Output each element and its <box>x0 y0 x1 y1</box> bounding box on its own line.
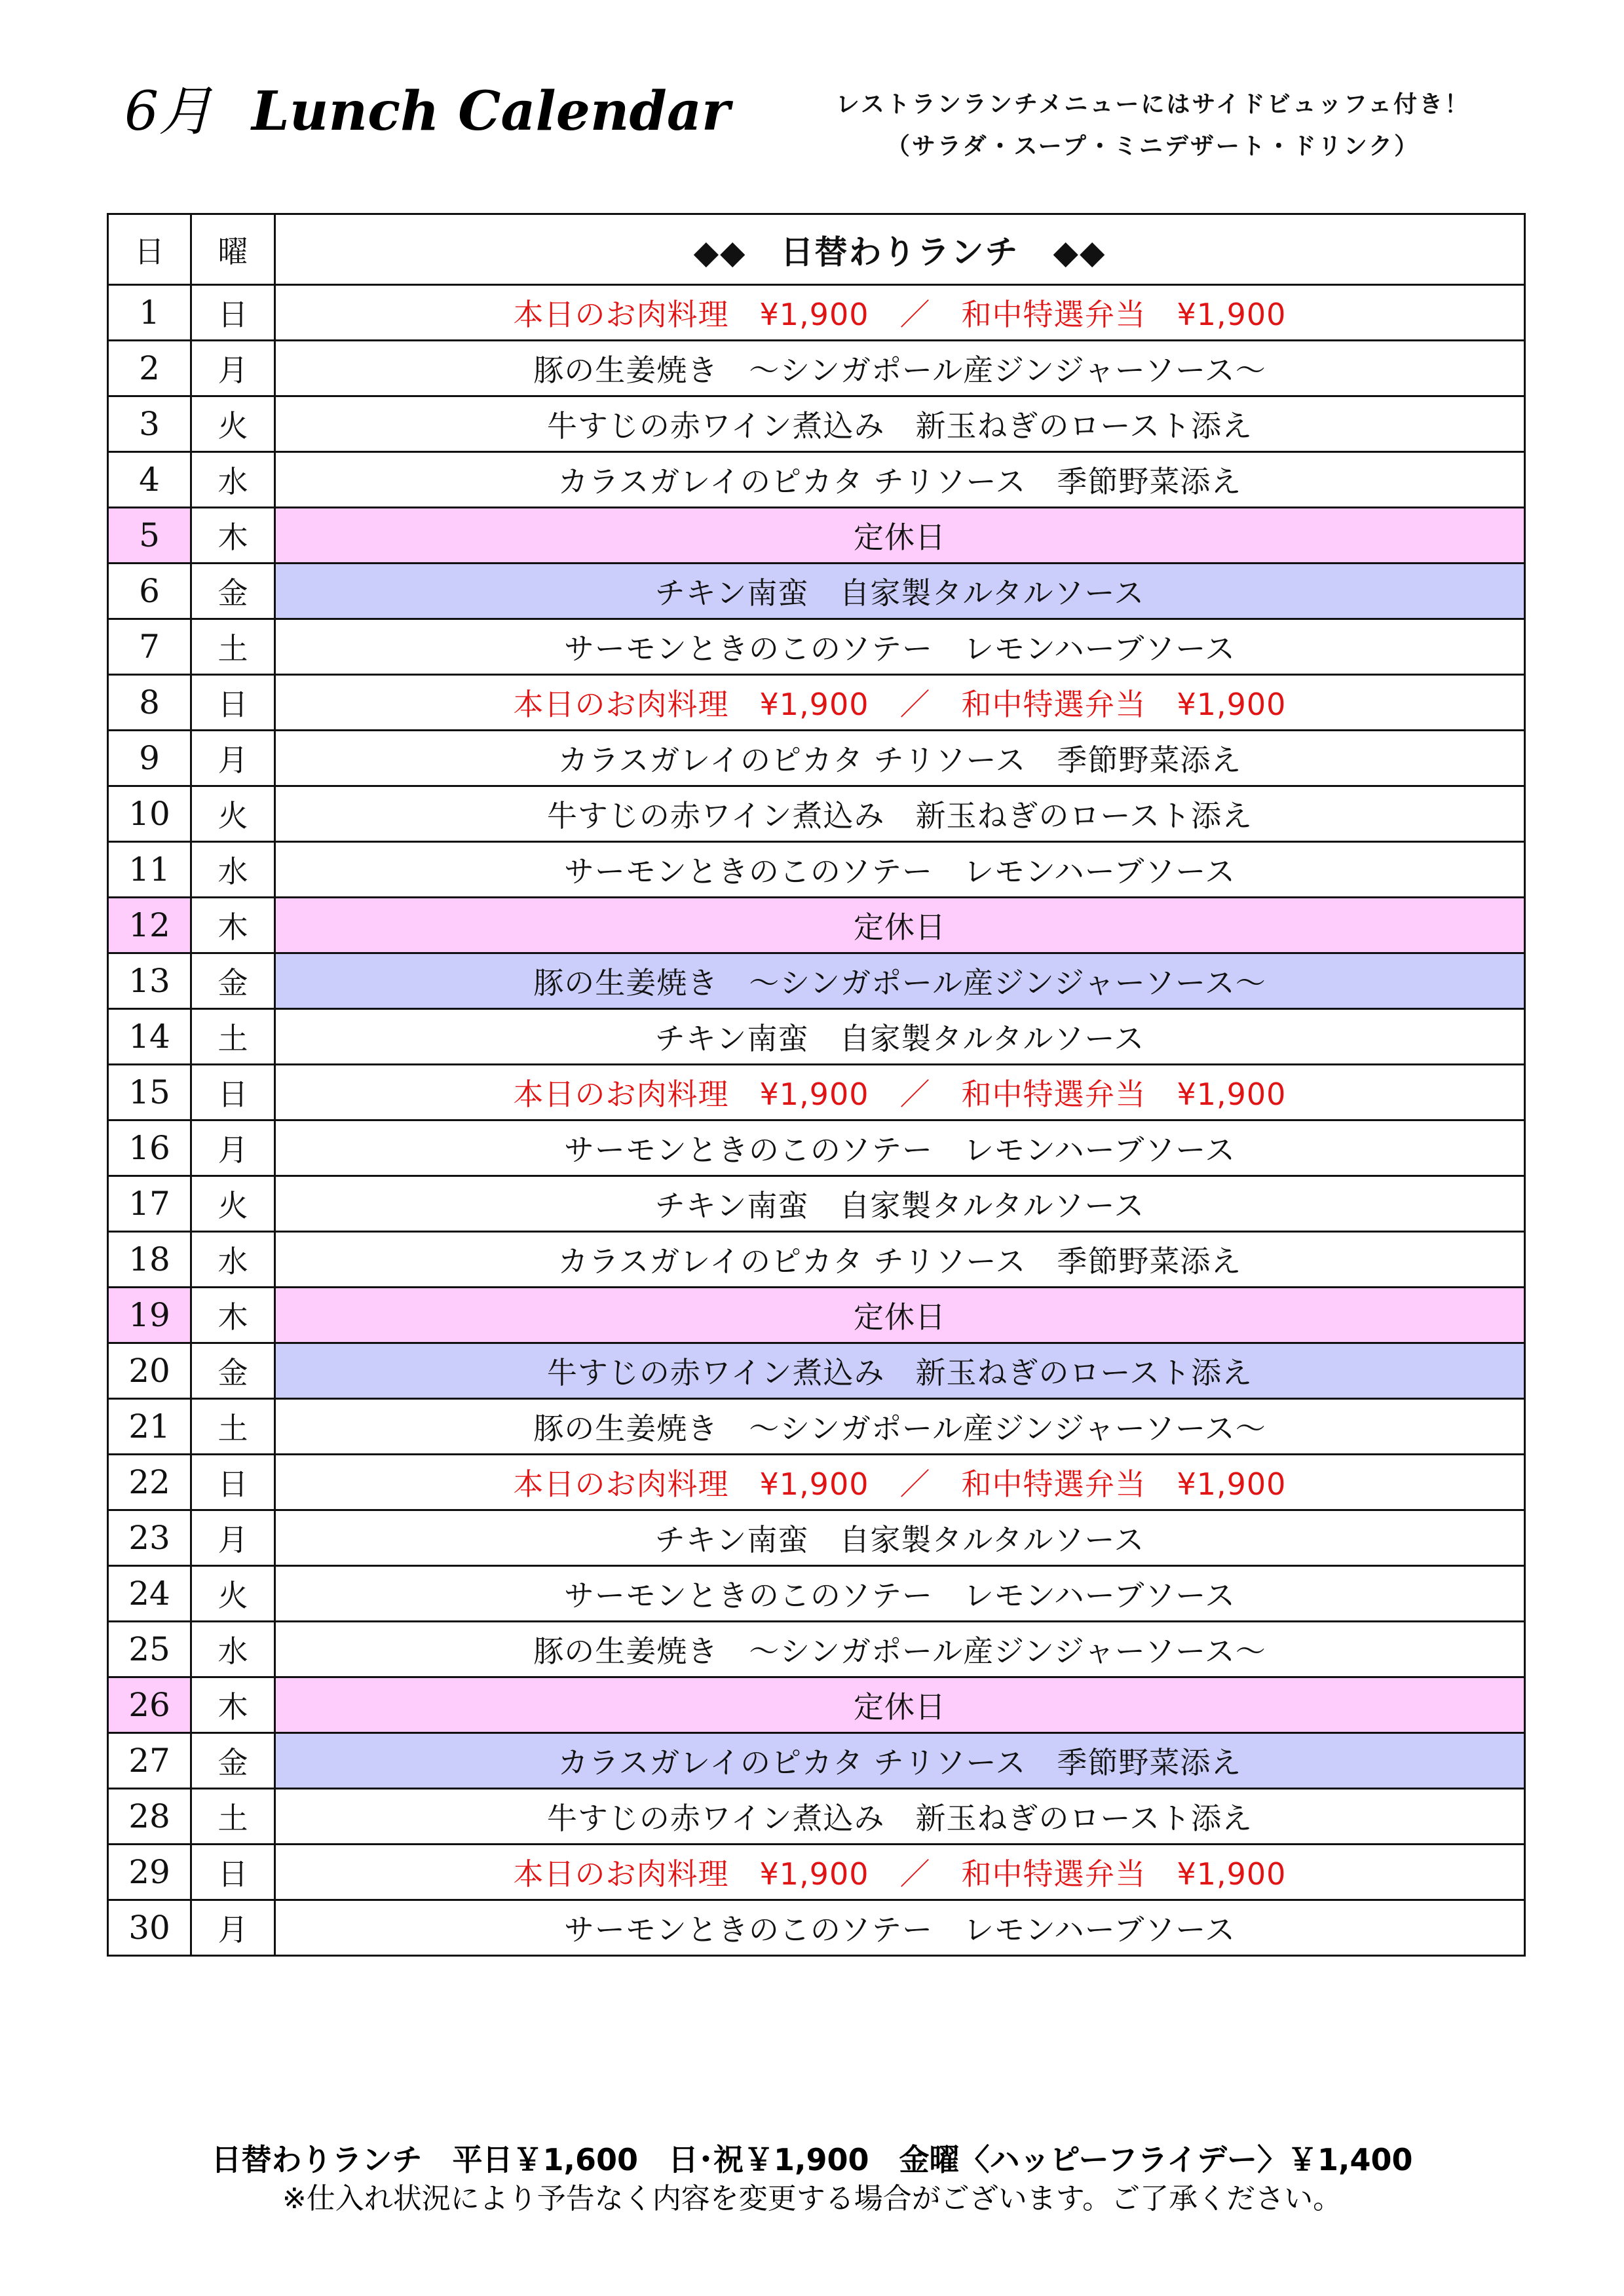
menu-cell: 本日のお肉料理 ¥1,900 ／ 和中特選弁当 ¥1,900 <box>275 1845 1525 1900</box>
table-row <box>108 842 1525 898</box>
table-row <box>108 786 1525 842</box>
day-cell: 12 <box>108 898 191 953</box>
menu-cell: 牛すじの赤ワイン煮込み 新玉ねぎのロースト添え <box>275 1343 1525 1399</box>
weekday-cell: 水 <box>191 452 275 508</box>
table-row <box>108 1510 1525 1566</box>
day-cell: 4 <box>108 452 191 508</box>
weekday-cell: 水 <box>191 842 275 898</box>
weekday-cell: 火 <box>191 786 275 842</box>
table-row <box>108 564 1525 619</box>
day-cell: 6 <box>108 564 191 619</box>
table-row <box>108 1009 1525 1065</box>
weekday-cell: 月 <box>191 1900 275 1956</box>
menu-cell: 定休日 <box>275 508 1525 564</box>
table-row <box>108 675 1525 731</box>
weekday-cell: 日 <box>191 1455 275 1510</box>
day-cell: 19 <box>108 1288 191 1343</box>
day-cell: 10 <box>108 786 191 842</box>
day-cell: 5 <box>108 508 191 564</box>
menu-cell: サーモンときのこのソテー レモンハーブソース <box>275 1566 1525 1622</box>
table-row <box>108 1399 1525 1455</box>
weekday-cell: 日 <box>191 675 275 731</box>
menu-cell: カラスガレイのピカタ チリソース 季節野菜添え <box>275 452 1525 508</box>
menu-cell: カラスガレイのピカタ チリソース 季節野菜添え <box>275 731 1525 786</box>
table-row <box>108 1677 1525 1733</box>
weekday-cell: 日 <box>191 285 275 341</box>
table-row <box>108 953 1525 1009</box>
weekday-cell: 水 <box>191 1622 275 1677</box>
column-header-day: 日 <box>108 214 191 285</box>
table-row <box>108 1232 1525 1288</box>
menu-cell: サーモンときのこのソテー レモンハーブソース <box>275 619 1525 675</box>
table-row <box>108 285 1525 341</box>
menu-cell: 定休日 <box>275 1288 1525 1343</box>
menu-cell: 豚の生姜焼き ～シンガポール産ジンジャーソース～ <box>275 341 1525 396</box>
day-cell: 9 <box>108 731 191 786</box>
disclaimer-note: ※仕入れ状況により予告なく内容を変更する場合がございます。ご了承ください。 <box>282 2182 1342 2215</box>
weekday-cell: 日 <box>191 1065 275 1120</box>
table-row <box>108 898 1525 953</box>
table-row <box>108 1845 1525 1900</box>
day-cell: 8 <box>108 675 191 731</box>
menu-cell: 本日のお肉料理 ¥1,900 ／ 和中特選弁当 ¥1,900 <box>275 1065 1525 1120</box>
weekday-cell: 火 <box>191 1566 275 1622</box>
day-cell: 13 <box>108 953 191 1009</box>
menu-cell: サーモンときのこのソテー レモンハーブソース <box>275 1900 1525 1956</box>
title-text: Lunch Calendar <box>252 80 730 143</box>
day-cell: 3 <box>108 396 191 452</box>
day-cell: 24 <box>108 1566 191 1622</box>
day-cell: 23 <box>108 1510 191 1566</box>
day-cell: 1 <box>108 285 191 341</box>
table-row <box>108 452 1525 508</box>
table-row <box>108 1789 1525 1845</box>
menu-cell: 本日のお肉料理 ¥1,900 ／ 和中特選弁当 ¥1,900 <box>275 1455 1525 1510</box>
table-header-row <box>108 214 1525 285</box>
table-row <box>108 508 1525 564</box>
menu-cell: チキン南蛮 自家製タルタルソース <box>275 564 1525 619</box>
menu-cell: 豚の生姜焼き ～シンガポール産ジンジャーソース～ <box>275 953 1525 1009</box>
menu-cell: 豚の生姜焼き ～シンガポール産ジンジャーソース～ <box>275 1399 1525 1455</box>
table-row <box>108 1733 1525 1789</box>
weekday-cell: 金 <box>191 1343 275 1399</box>
day-cell: 16 <box>108 1120 191 1176</box>
weekday-cell: 火 <box>191 396 275 452</box>
title-month: 6月 <box>124 81 213 143</box>
weekday-cell: 土 <box>191 1009 275 1065</box>
table-row <box>108 1622 1525 1677</box>
weekday-cell: 木 <box>191 1677 275 1733</box>
menu-cell: 定休日 <box>275 1677 1525 1733</box>
table-row <box>108 1566 1525 1622</box>
weekday-cell: 木 <box>191 508 275 564</box>
table-row <box>108 396 1525 452</box>
weekday-cell: 日 <box>191 1845 275 1900</box>
day-cell: 7 <box>108 619 191 675</box>
weekday-cell: 土 <box>191 1789 275 1845</box>
weekday-cell: 土 <box>191 1399 275 1455</box>
weekday-cell: 木 <box>191 1288 275 1343</box>
weekday-cell: 金 <box>191 1733 275 1789</box>
day-cell: 22 <box>108 1455 191 1510</box>
day-cell: 15 <box>108 1065 191 1120</box>
weekday-cell: 金 <box>191 564 275 619</box>
menu-cell: 本日のお肉料理 ¥1,900 ／ 和中特選弁当 ¥1,900 <box>275 285 1525 341</box>
menu-cell: チキン南蛮 自家製タルタルソース <box>275 1510 1525 1566</box>
menu-cell: サーモンときのこのソテー レモンハーブソース <box>275 842 1525 898</box>
column-header-weekday: 曜 <box>191 214 275 285</box>
menu-cell: サーモンときのこのソテー レモンハーブソース <box>275 1120 1525 1176</box>
day-cell: 26 <box>108 1677 191 1733</box>
day-cell: 30 <box>108 1900 191 1956</box>
day-cell: 20 <box>108 1343 191 1399</box>
menu-cell: 牛すじの赤ワイン煮込み 新玉ねぎのロースト添え <box>275 786 1525 842</box>
table-row <box>108 1176 1525 1232</box>
table-body <box>108 285 1525 1956</box>
menu-cell: チキン南蛮 自家製タルタルソース <box>275 1009 1525 1065</box>
buffet-notice-line1: レストランランチメニューにはサイドビュッフェ付き！ <box>835 91 1471 118</box>
column-header-menu: ◆◆ 日替わりランチ ◆◆ <box>275 214 1525 285</box>
weekday-cell: 月 <box>191 731 275 786</box>
menu-cell: 牛すじの赤ワイン煮込み 新玉ねぎのロースト添え <box>275 396 1525 452</box>
table-row <box>108 1120 1525 1176</box>
day-cell: 18 <box>108 1232 191 1288</box>
page-title <box>124 79 730 145</box>
day-cell: 14 <box>108 1009 191 1065</box>
day-cell: 27 <box>108 1733 191 1789</box>
price-info: 日替わりランチ 平日￥1,600 日･祝￥1,900 金曜〈ハッピーフライデー〉￥1,400 <box>211 2142 1413 2177</box>
menu-cell: カラスガレイのピカタ チリソース 季節野菜添え <box>275 1733 1525 1789</box>
table-row <box>108 1065 1525 1120</box>
table-row <box>108 619 1525 675</box>
weekday-cell: 月 <box>191 341 275 396</box>
weekday-cell: 水 <box>191 1232 275 1288</box>
menu-cell: 本日のお肉料理 ¥1,900 ／ 和中特選弁当 ¥1,900 <box>275 675 1525 731</box>
day-cell: 25 <box>108 1622 191 1677</box>
weekday-cell: 金 <box>191 953 275 1009</box>
weekday-cell: 月 <box>191 1120 275 1176</box>
weekday-cell: 火 <box>191 1176 275 1232</box>
day-cell: 29 <box>108 1845 191 1900</box>
day-cell: 17 <box>108 1176 191 1232</box>
day-cell: 21 <box>108 1399 191 1455</box>
weekday-cell: 月 <box>191 1510 275 1566</box>
weekday-cell: 土 <box>191 619 275 675</box>
day-cell: 28 <box>108 1789 191 1845</box>
table-row <box>108 1288 1525 1343</box>
table-row <box>108 1455 1525 1510</box>
table-row <box>108 341 1525 396</box>
buffet-notice-line2: （サラダ・スープ・ミニデザート・ドリンク） <box>886 133 1420 160</box>
lunch-calendar-table <box>107 213 1526 1957</box>
day-cell: 11 <box>108 842 191 898</box>
menu-cell: 定休日 <box>275 898 1525 953</box>
weekday-cell: 木 <box>191 898 275 953</box>
menu-cell: 豚の生姜焼き ～シンガポール産ジンジャーソース～ <box>275 1622 1525 1677</box>
buffet-notice <box>766 84 1539 168</box>
table-row <box>108 1343 1525 1399</box>
table-row <box>108 731 1525 786</box>
menu-cell: カラスガレイのピカタ チリソース 季節野菜添え <box>275 1232 1525 1288</box>
menu-cell: 牛すじの赤ワイン煮込み 新玉ねぎのロースト添え <box>275 1789 1525 1845</box>
menu-cell: チキン南蛮 自家製タルタルソース <box>275 1176 1525 1232</box>
table-row <box>108 1900 1525 1956</box>
day-cell: 2 <box>108 341 191 396</box>
